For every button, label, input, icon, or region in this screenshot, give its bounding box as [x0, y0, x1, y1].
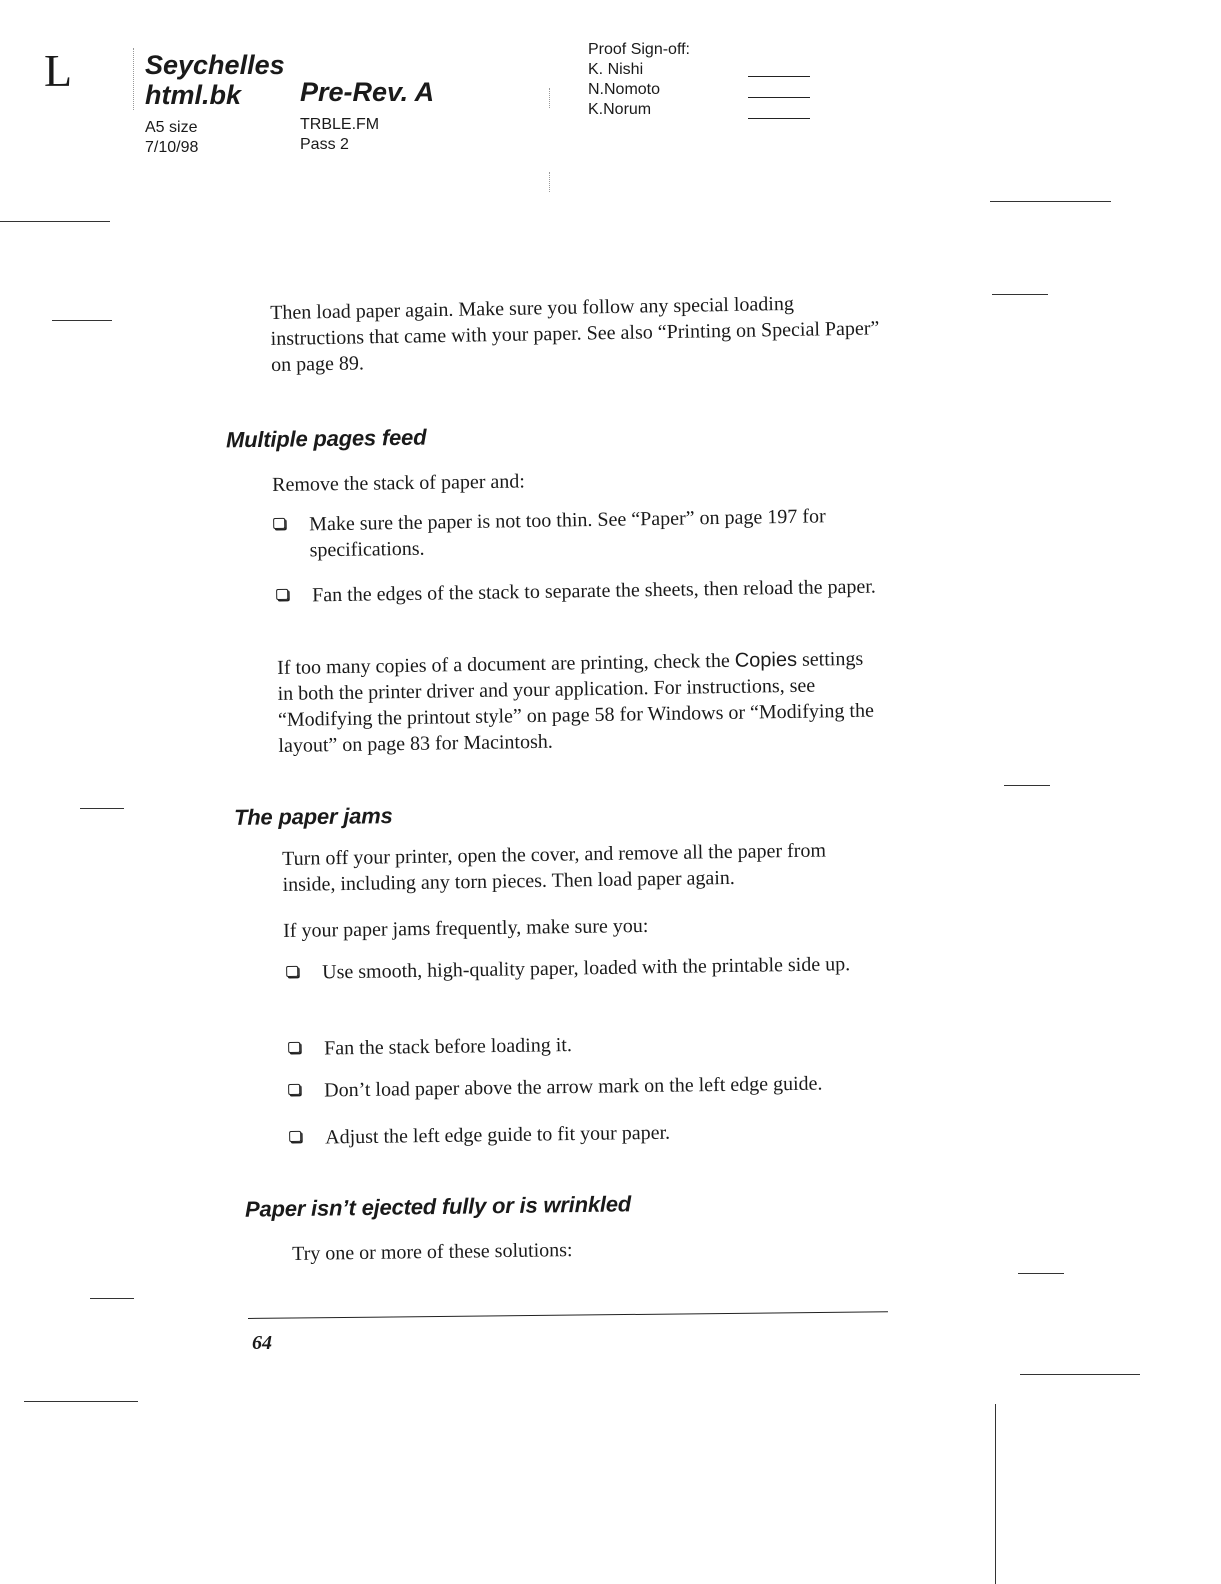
list-item [276, 573, 896, 609]
crop-mark [52, 320, 112, 321]
list-item [273, 502, 894, 564]
page-number: 64 [252, 1332, 272, 1354]
note-text: If too many copies of a document are printing, check the [277, 649, 735, 679]
signature-line [748, 118, 810, 119]
file-name: TRBLE.FM [300, 116, 380, 133]
note-text: settings in both the printer driver and your application. For instructions, see “Modifying the printout style” on page 58 for Windows or “Modifying the layout” on page 83 for Macintosh. [277, 647, 875, 757]
checkbox-bullet-icon [276, 589, 288, 600]
proof-signoff [588, 40, 690, 120]
crop-mark [24, 1401, 138, 1402]
checkbox-bullet-icon [288, 1084, 300, 1095]
footer-rule [248, 1311, 888, 1319]
crop-mark [90, 1298, 134, 1299]
section-heading: Paper isn’t ejected fully or is wrinkled [244, 1191, 632, 1222]
crop-mark [1004, 785, 1050, 786]
checkbox-bullet-icon [289, 1131, 301, 1142]
crop-mark [0, 221, 110, 222]
revision-label: Pre-Rev. A [300, 77, 435, 107]
signature-line [748, 97, 810, 98]
crop-mark [1020, 1374, 1140, 1375]
book-name-line2: html.bk [145, 80, 242, 110]
crop-mark [992, 294, 1048, 295]
checkbox-bullet-icon [286, 966, 298, 977]
signer-name: K. Nishi [588, 61, 644, 78]
checkbox-bullet-icon [273, 518, 285, 529]
section-lead: Try one or more of these solutions: [292, 1239, 573, 1265]
copies-keyword: Copies [734, 648, 798, 672]
list-item-text: Fan the stack before loading it. [324, 1034, 573, 1060]
section-heading: The paper jams [233, 803, 393, 830]
crop-mark [995, 1404, 996, 1584]
crop-mark [80, 808, 124, 809]
dotted-guide [549, 88, 550, 108]
list-item-text: Make sure the paper is not too thin. See “Paper” on page 197 for specifications. [309, 505, 826, 562]
corner-letter: L [44, 45, 73, 96]
section-heading: Multiple pages feed [225, 424, 427, 453]
section-lead: Remove the stack of paper and: [272, 470, 525, 496]
proof-title: Proof Sign-off: [588, 41, 690, 58]
list-item [286, 951, 886, 986]
list-item-text: Adjust the left edge guide to fit your paper. [325, 1121, 671, 1149]
section-lead: Turn off your printer, open the cover, and remove all the paper from inside, including any torn pieces. Then load paper again. [282, 839, 827, 896]
list-item-text: Use smooth, high-quality paper, loaded with the printable side up. [322, 953, 851, 984]
book-name [145, 50, 285, 110]
pass-number: Pass 2 [300, 136, 349, 153]
list-item [288, 1069, 928, 1104]
book-meta [145, 118, 198, 158]
list-item [288, 1027, 908, 1062]
crop-mark [1018, 1273, 1064, 1274]
list-item-text: Don’t load paper above the arrow mark on the left edge guide. [324, 1072, 823, 1102]
list-item-text: Fan the edges of the stack to separate the sheets, then reload the paper. [312, 575, 876, 607]
intro-paragraph: Then load paper again. Make sure you follow any special loading instructions that came with your paper. See also “Printing on Special Paper” on page 89. [270, 292, 880, 376]
file-meta [300, 115, 379, 155]
dotted-guide [133, 48, 134, 110]
print-date: 7/10/98 [145, 139, 199, 156]
copies-note [277, 646, 879, 759]
list-item [289, 1116, 909, 1151]
signer-name: N.Nomoto [588, 81, 661, 98]
crop-mark [990, 201, 1111, 202]
dotted-guide [549, 172, 550, 192]
section-lead: If your paper jams frequently, make sure you: [283, 914, 649, 942]
page-size: A5 size [145, 119, 198, 136]
checkbox-bullet-icon [288, 1042, 300, 1053]
signature-line [748, 76, 810, 77]
book-name-line1: Seychelles [145, 50, 285, 80]
signer-name: K.Norum [588, 101, 652, 118]
